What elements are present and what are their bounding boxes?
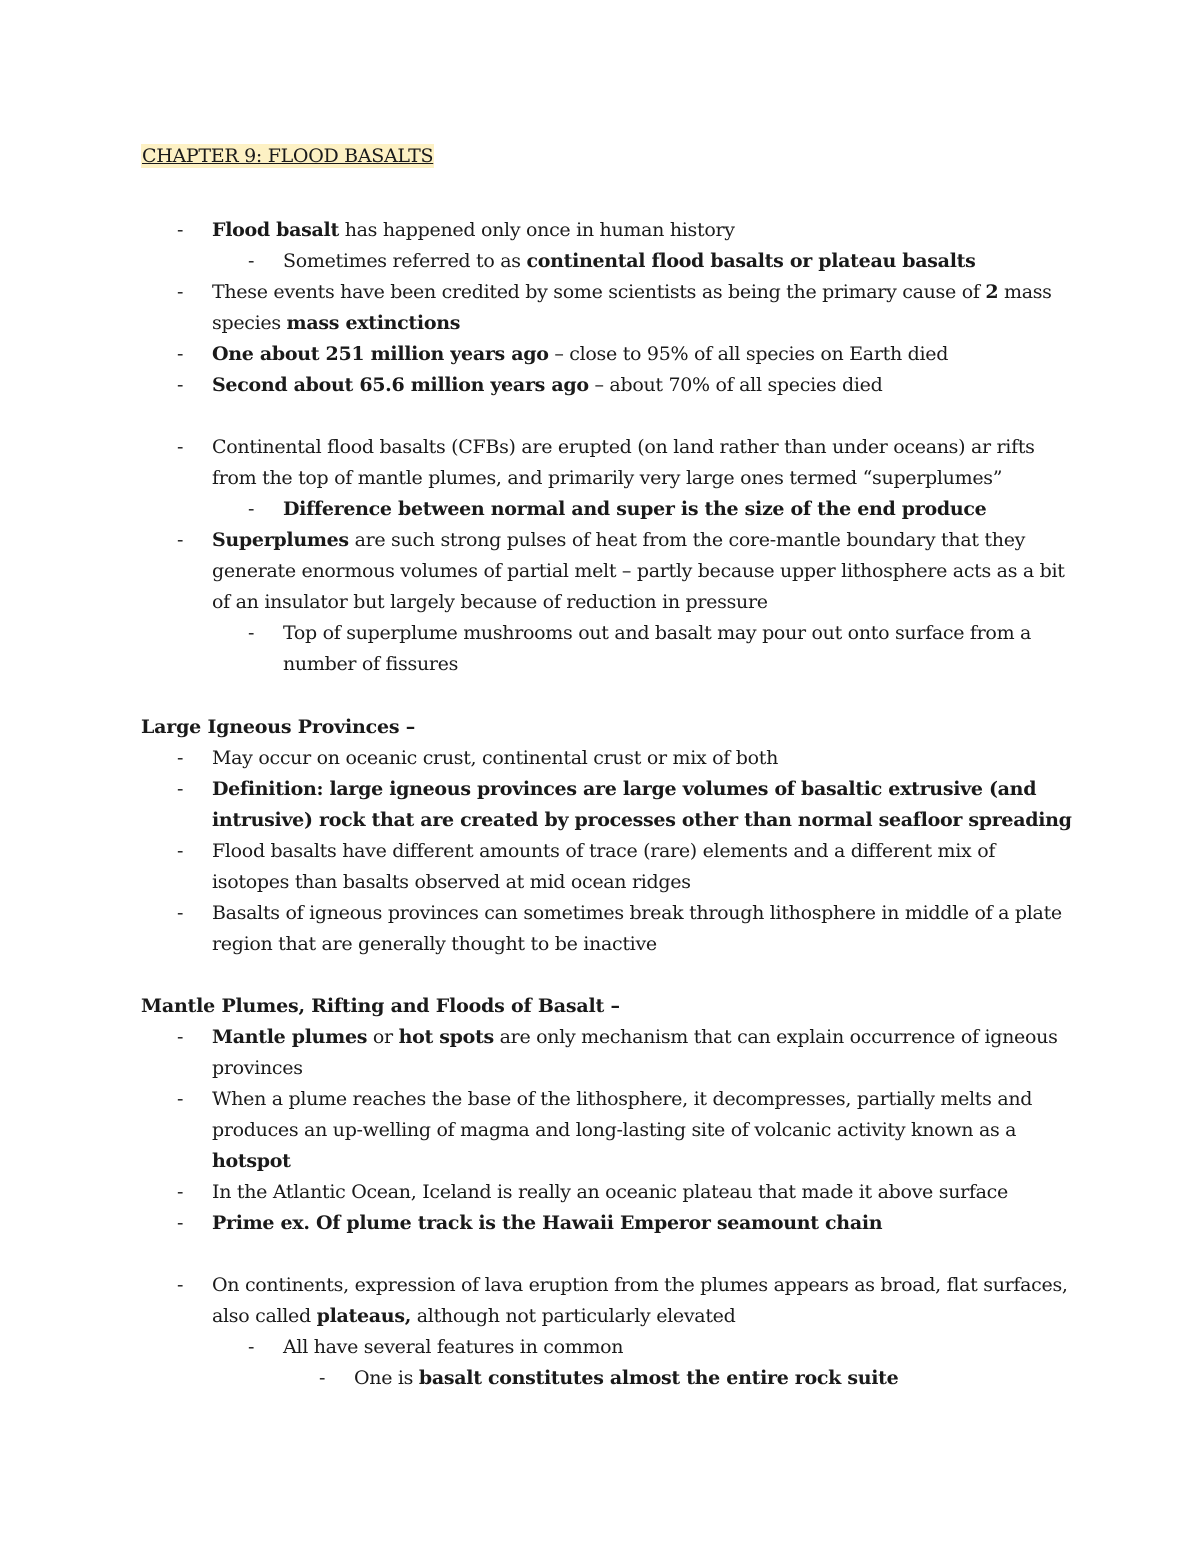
bold-text: Flood basalt [212, 219, 339, 241]
list-item [248, 246, 1073, 277]
bold-text: basalt constitutes almost the entire rock suite [418, 1367, 899, 1389]
text-run: Continental flood basalts (CFBs) are erupted (on land rather than under oceans) ar rifts from the top of mantle plumes, and primarily very large ones termed “superplumes” [212, 436, 1035, 489]
bold-text: One about 251 million years ago [212, 343, 549, 365]
bullet-dash: - [177, 529, 184, 551]
bullet-dash: - [177, 1212, 184, 1234]
bullet-dash: - [177, 778, 184, 800]
chapter-title: CHAPTER 9: FLOOD BASALTS [142, 145, 434, 167]
bullet-dash: - [177, 1026, 184, 1048]
list-item [177, 1177, 1072, 1208]
list-item [177, 774, 1072, 836]
list-item [177, 339, 1072, 370]
text-run: are such strong pulses of heat from the core-mantle boundary that they generate enormous volumes of partial melt – partly because upper lithosphere acts as a bit of an insulator but largely because of reduction in pressure [212, 529, 1065, 613]
list-item [319, 1363, 1074, 1394]
list-item [177, 525, 1072, 618]
bold-text: mass extinctions [286, 312, 461, 334]
text-run: Top of superplume mushrooms out and basalt may pour out onto surface from a number of fissures [283, 622, 1032, 675]
text-run: or [367, 1026, 399, 1048]
bullet-dash: - [177, 281, 184, 303]
bullet-dash: - [248, 1336, 255, 1358]
text-run: – about 70% of all species died [588, 374, 883, 396]
bold-text: Superplumes [212, 529, 349, 551]
text-run: mass species [212, 281, 1052, 334]
list-item [248, 1332, 1073, 1363]
bold-text: Second about 65.6 million years ago [212, 374, 589, 396]
text-run: These events have been credited by some scientists as being the primary cause of [212, 281, 986, 303]
list-item [177, 1270, 1072, 1332]
bold-text: Difference between normal and super is the size of the end produce [283, 498, 987, 520]
text-run: May occur on oceanic crust, continental crust or mix of both [212, 747, 779, 769]
bullet-dash: - [177, 747, 184, 769]
bullet-dash: - [248, 250, 255, 272]
text-run: Flood basalts have different amounts of trace (rare) elements and a different mix of isotopes than basalts observed at mid ocean ridges [212, 840, 996, 893]
list-item [177, 1208, 1072, 1239]
text-run: When a plume reaches the base of the lithosphere, it decompresses, partially melts and produces an up-welling of magma and long-lasting site of volcanic activity known as a [212, 1088, 1033, 1141]
bullet-dash: - [177, 840, 184, 862]
section-heading: Large Igneous Provinces – [141, 716, 416, 738]
bold-text: hotspot [212, 1150, 291, 1172]
text-run: Sometimes referred to as [283, 250, 527, 272]
bold-text: hot spots [398, 1026, 494, 1048]
list-item [248, 618, 1073, 680]
section-heading: Mantle Plumes, Rifting and Floods of Basalt – [141, 995, 620, 1017]
bullet-dash: - [177, 1088, 184, 1110]
list-item [177, 743, 1072, 774]
text-run: Basalts of igneous provinces can sometimes break through lithosphere in middle of a plate region that are generally thought to be inactive [212, 902, 1062, 955]
list-item [177, 836, 1072, 898]
list-item [248, 494, 1073, 525]
text-run: – close to 95% of all species on Earth died [548, 343, 949, 365]
text-run: One is [354, 1367, 419, 1389]
text-run: are only mechanism that can explain occurrence of igneous provinces [212, 1026, 1058, 1079]
bullet-dash: - [177, 1274, 184, 1296]
bold-text: Definition: large igneous provinces are large volumes of basaltic extrusive (and intrusive) rock that are created by processes other than normal seafloor spreading [212, 778, 1072, 831]
text-run: All have several features in common [283, 1336, 624, 1358]
bullet-dash: - [177, 374, 184, 396]
list-item [177, 898, 1072, 960]
list-item [177, 370, 1072, 401]
bold-text: Mantle plumes [212, 1026, 368, 1048]
text-run: On continents, expression of lava eruption from the plumes appears as broad, flat surfaces, also called [212, 1274, 1068, 1327]
bullet-dash: - [177, 219, 184, 241]
text-run: although not particularly elevated [411, 1305, 736, 1327]
bullet-dash: - [177, 343, 184, 365]
list-item [177, 277, 1072, 339]
bullet-dash: - [248, 622, 255, 644]
list-item [177, 215, 1072, 246]
bold-text: plateaus, [316, 1305, 412, 1327]
bold-text: continental flood basalts or plateau basalts [526, 250, 976, 272]
bullet-dash: - [319, 1367, 326, 1389]
list-item [177, 1084, 1072, 1177]
bullet-dash: - [177, 902, 184, 924]
bullet-dash: - [177, 1181, 184, 1203]
bullet-dash: - [177, 436, 184, 458]
list-item [177, 432, 1072, 494]
bold-text: 2 [985, 281, 999, 303]
list-item [177, 1022, 1072, 1084]
bullet-dash: - [248, 498, 255, 520]
text-run: In the Atlantic Ocean, Iceland is really an oceanic plateau that made it above surface [212, 1181, 1008, 1203]
text-run: has happened only once in human history [338, 219, 735, 241]
bold-text: Prime ex. Of plume track is the Hawaii Emperor seamount chain [212, 1212, 883, 1234]
